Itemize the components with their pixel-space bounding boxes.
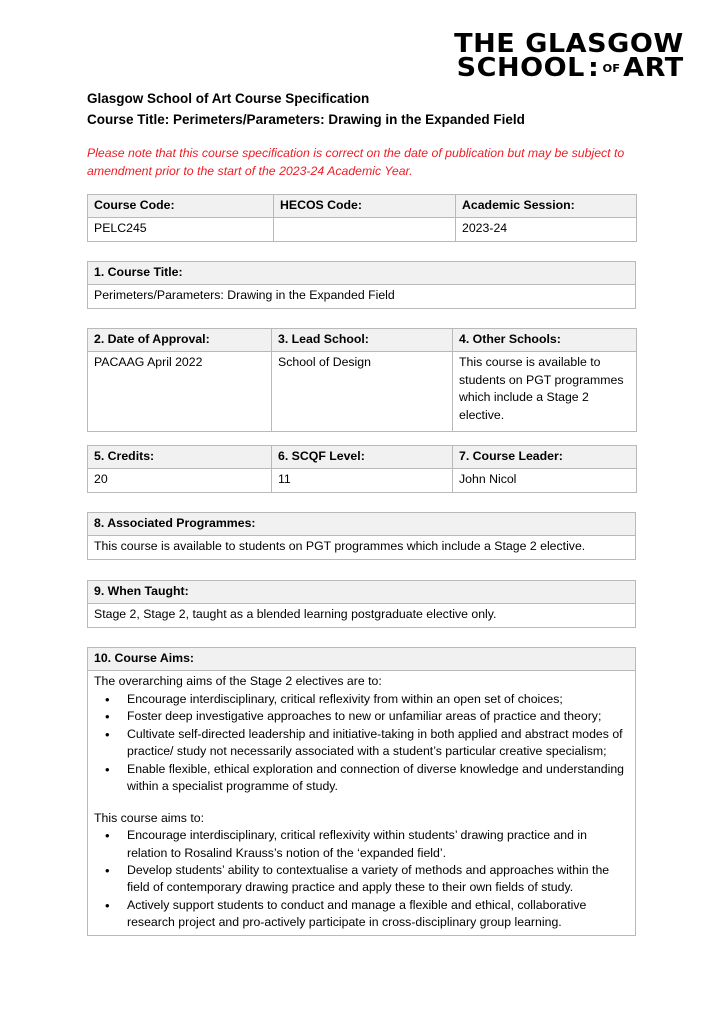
table-row	[88, 195, 637, 218]
hecos-code-header: HECOS Code:	[274, 195, 456, 218]
credits-value: 20	[88, 469, 272, 492]
table-row	[88, 469, 637, 492]
other-schools-header: 4. Other Schools:	[453, 329, 637, 352]
table-row	[88, 218, 637, 241]
table-row	[88, 671, 636, 935]
aims-intro-one: The overarching aims of the Stage 2 electives are to:	[94, 674, 382, 689]
table-row	[88, 581, 636, 604]
course-leader-header: 7. Course Leader:	[453, 446, 637, 469]
list-item: • Cultivate self-directed leadership and initiative-taking in both applied and abstract modes of practice/ study not necessarily associated with a student’s particular creative specialism;	[94, 726, 630, 761]
logo-line-one: THE GLASGOW	[454, 29, 684, 59]
credits-header: 5. Credits:	[88, 446, 272, 469]
aims-bullet-list-one	[94, 691, 630, 796]
logo-school-text: SCHOOL	[456, 52, 586, 83]
publication-notice: Please note that this course specification is correct on the date of publication but may be subject to amendment prior to the start of the 2023-24 Academic Year.	[87, 146, 625, 178]
date-of-approval-value: PACAAG April 2022	[88, 352, 272, 432]
list-item: • Encourage interdisciplinary, critical reflexivity within students’ drawing practice and in relation to Rosalind Krauss’s notion of the ‘expanded field’.	[94, 827, 630, 862]
table-row	[88, 285, 636, 308]
date-of-approval-header: 2. Date of Approval:	[88, 329, 272, 352]
list-item: • Actively support students to conduct and manage a flexible and ethical, collaborative research project and pro-actively participate in cross-disciplinary group learning.	[94, 897, 630, 932]
course-aims-header: 10. Course Aims:	[88, 648, 636, 671]
table-row	[88, 352, 637, 432]
course-aims-body	[88, 671, 636, 935]
course-title-header: 1. Course Title:	[88, 262, 636, 285]
course-title-heading: Course Title: Perimeters/Parameters: Drawing in the Expanded Field	[87, 111, 525, 127]
academic-session-value: 2023-24	[456, 218, 637, 241]
list-item: • Foster deep investigative approaches to new or unfamiliar areas of practice and theory;	[94, 708, 630, 725]
lead-school-value: School of Design	[272, 352, 453, 432]
table-row	[88, 536, 636, 559]
associated-programmes-table	[87, 512, 636, 560]
page-title: Glasgow School of Art Course Specification	[87, 91, 370, 106]
scqf-level-value: 11	[272, 469, 453, 492]
when-taught-table	[87, 580, 636, 628]
table-row	[88, 648, 636, 671]
list-item: • Encourage interdisciplinary, critical reflexivity from within an open set of choices;	[94, 691, 630, 708]
course-leader-value: John Nicol	[453, 469, 637, 492]
academic-session-header: Academic Session:	[456, 195, 637, 218]
when-taught-header: 9. When Taught:	[88, 581, 636, 604]
table-row	[88, 604, 636, 627]
table-row	[88, 329, 637, 352]
course-codes-table	[87, 194, 637, 242]
list-item: • Develop students’ ability to contextualise a variety of methods and approaches within the field of contemporary drawing practice and apply these to their own fields of study.	[94, 862, 630, 897]
course-title-value: Perimeters/Parameters: Drawing in the Expanded Field	[88, 285, 636, 308]
gsa-logo	[454, 29, 684, 84]
course-title-table	[87, 261, 636, 309]
aims-spacer	[94, 796, 630, 810]
associated-programmes-value: This course is available to students on PGT programmes which include a Stage 2 elective.	[88, 536, 636, 559]
table-row	[88, 513, 636, 536]
table-row	[88, 262, 636, 285]
logo-colon: :	[588, 53, 600, 84]
logo-line-two	[454, 52, 684, 84]
document-heading	[87, 89, 647, 131]
scqf-level-header: 6. SCQF Level:	[272, 446, 453, 469]
when-taught-value: Stage 2, Stage 2, taught as a blended learning postgraduate elective only.	[88, 604, 636, 627]
approval-schools-table	[87, 328, 637, 432]
table-row	[88, 446, 637, 469]
logo-art-text: ART	[623, 52, 684, 83]
course-code-header: Course Code:	[88, 195, 274, 218]
course-code-value: PELC245	[88, 218, 274, 241]
aims-bullet-list-two	[94, 827, 630, 932]
logo-of-text: OF	[602, 62, 621, 76]
aims-intro-two: This course aims to:	[94, 810, 205, 825]
list-item: • Enable flexible, ethical exploration and connection of diverse knowledge and understanding within a specialist programme of study.	[94, 761, 630, 796]
hecos-code-value	[274, 218, 456, 241]
course-aims-table	[87, 647, 636, 936]
other-schools-value: This course is available to students on PGT programmes which include a Stage 2 elective.	[453, 352, 637, 432]
associated-programmes-header: 8. Associated Programmes:	[88, 513, 636, 536]
credits-table	[87, 445, 637, 493]
lead-school-header: 3. Lead School:	[272, 329, 453, 352]
